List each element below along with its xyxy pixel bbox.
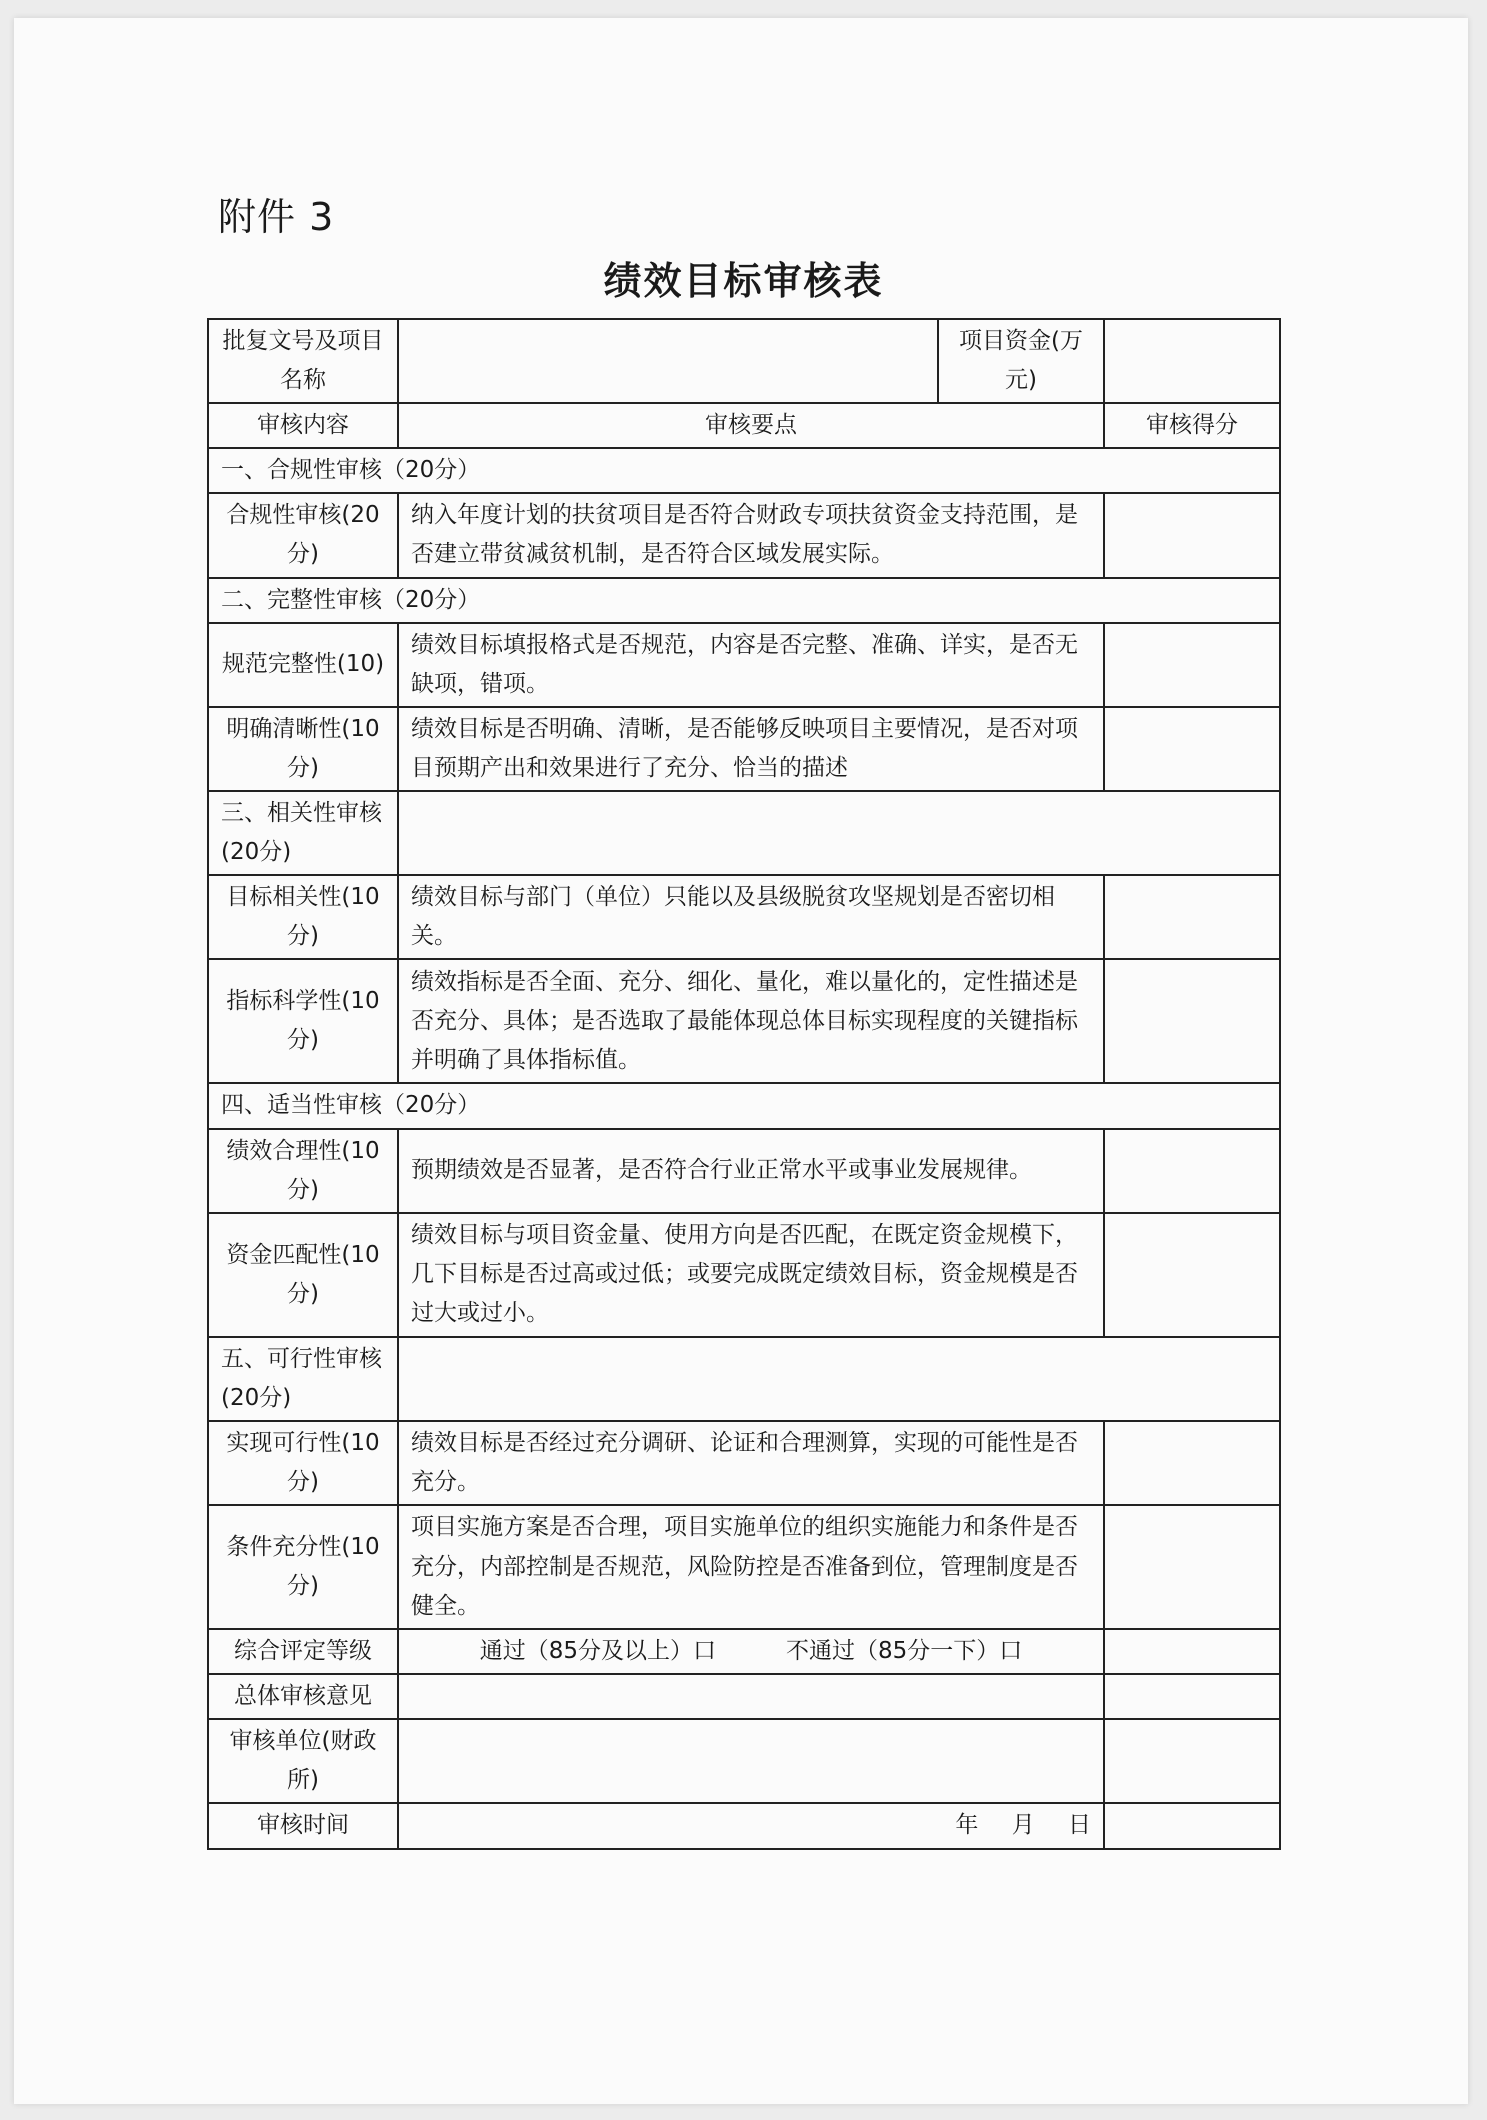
column-header-score: 审核得分 xyxy=(1104,403,1280,448)
item-name: 明确清晰性(10分) xyxy=(208,707,398,791)
time-extra-field[interactable] xyxy=(1104,1803,1280,1848)
score-field[interactable] xyxy=(1104,493,1280,577)
unit-field[interactable] xyxy=(398,1719,1104,1803)
section-title: 四、适当性审核（20分） xyxy=(208,1083,1280,1128)
audit-form-table xyxy=(207,318,1281,1850)
item-name: 指标科学性(10分) xyxy=(208,959,398,1083)
time-row xyxy=(208,1803,1280,1848)
fail-checkbox[interactable]: 不通过（85分一下）口 xyxy=(786,1638,1023,1665)
score-field[interactable] xyxy=(1104,1213,1280,1337)
table-row xyxy=(208,959,1280,1083)
section-empty-cell xyxy=(398,1337,1280,1421)
attachment-label: 附件 3 xyxy=(218,195,335,239)
opinion-extra-field[interactable] xyxy=(1104,1674,1280,1719)
unit-row xyxy=(208,1719,1280,1803)
column-header-points: 审核要点 xyxy=(398,403,1104,448)
score-field[interactable] xyxy=(1104,707,1280,791)
unit-label: 审核单位(财政所) xyxy=(208,1719,398,1803)
item-text: 绩效目标与项目资金量、使用方向是否匹配，在既定资金规模下，几下目标是否过高或过低；或要完成既定绩效目标，资金规模是否过大或过小。 xyxy=(398,1213,1104,1337)
score-field[interactable] xyxy=(1104,875,1280,959)
item-name: 目标相关性(10分) xyxy=(208,875,398,959)
rating-label: 综合评定等级 xyxy=(208,1629,398,1674)
unit-extra-field[interactable] xyxy=(1104,1719,1280,1803)
item-name: 绩效合理性(10分) xyxy=(208,1129,398,1213)
table-row xyxy=(208,875,1280,959)
item-name: 条件充分性(10分) xyxy=(208,1505,398,1629)
section-title: 三、相关性审核(20分) xyxy=(208,791,398,875)
day-label: 日 xyxy=(1068,1812,1091,1839)
score-field[interactable] xyxy=(1104,1421,1280,1505)
section-empty-cell xyxy=(398,791,1280,875)
approval-value-field[interactable] xyxy=(398,319,938,403)
item-text: 项目实施方案是否合理，项目实施单位的组织实施能力和条件是否充分，内部控制是否规范，风险防控是否准备到位，管理制度是否健全。 xyxy=(398,1505,1104,1629)
table-row xyxy=(208,707,1280,791)
rating-row xyxy=(208,1629,1280,1674)
item-name: 规范完整性(10) xyxy=(208,623,398,707)
table-row xyxy=(208,1129,1280,1213)
section-row xyxy=(208,1083,1280,1128)
item-name: 合规性审核(20分) xyxy=(208,493,398,577)
opinion-field[interactable] xyxy=(398,1674,1104,1719)
score-field[interactable] xyxy=(1104,1129,1280,1213)
rating-score-field[interactable] xyxy=(1104,1629,1280,1674)
opinion-label: 总体审核意见 xyxy=(208,1674,398,1719)
item-text: 绩效目标与部门（单位）只能以及县级脱贫攻坚规划是否密切相关。 xyxy=(398,875,1104,959)
section-title: 一、合规性审核（20分） xyxy=(208,448,1280,493)
table-row xyxy=(208,1505,1280,1629)
item-text: 绩效指标是否全面、充分、细化、量化，难以量化的，定性描述是否充分、具体；是否选取了最能体现总体目标实现程度的关键指标并明确了具体指标值。 xyxy=(398,959,1104,1083)
section-title: 二、完整性审核（20分） xyxy=(208,578,1280,623)
item-text: 绩效目标填报格式是否规范，内容是否完整、准确、详实，是否无缺项，错项。 xyxy=(398,623,1104,707)
table-row xyxy=(208,1213,1280,1337)
pass-checkbox[interactable]: 通过（85分及以上）口 xyxy=(479,1638,716,1665)
item-text: 纳入年度计划的扶贫项目是否符合财政专项扶贫资金支持范围，是否建立带贫减贫机制，是否符合区域发展实际。 xyxy=(398,493,1104,577)
year-label: 年 xyxy=(955,1812,979,1839)
item-text: 预期绩效是否显著，是否符合行业正常水平或事业发展规律。 xyxy=(398,1129,1104,1213)
item-text: 绩效目标是否明确、清晰，是否能够反映项目主要情况，是否对项目预期产出和效果进行了充分、恰当的描述 xyxy=(398,707,1104,791)
opinion-row xyxy=(208,1674,1280,1719)
score-field[interactable] xyxy=(1104,1505,1280,1629)
column-header-content: 审核内容 xyxy=(208,403,398,448)
table-row xyxy=(208,623,1280,707)
table-row xyxy=(208,1421,1280,1505)
date-field[interactable] xyxy=(398,1803,1104,1848)
section-row xyxy=(208,448,1280,493)
fund-label: 项目资金(万元) xyxy=(938,319,1104,403)
time-label: 审核时间 xyxy=(208,1803,398,1848)
approval-label: 批复文号及项目名称 xyxy=(208,319,398,403)
section-row xyxy=(208,1337,1280,1421)
score-field[interactable] xyxy=(1104,623,1280,707)
column-header-row xyxy=(208,403,1280,448)
table-row xyxy=(208,493,1280,577)
item-name: 资金匹配性(10分) xyxy=(208,1213,398,1337)
item-text: 绩效目标是否经过充分调研、论证和合理测算，实现的可能性是否充分。 xyxy=(398,1421,1104,1505)
month-label: 月 xyxy=(1011,1812,1035,1839)
section-row xyxy=(208,578,1280,623)
rating-options xyxy=(398,1629,1104,1674)
score-field[interactable] xyxy=(1104,959,1280,1083)
section-row xyxy=(208,791,1280,875)
section-title: 五、可行性审核(20分) xyxy=(208,1337,398,1421)
fund-value-field[interactable] xyxy=(1104,319,1280,403)
header-row xyxy=(208,319,1280,403)
item-name: 实现可行性(10分) xyxy=(208,1421,398,1505)
document-title: 绩效目标审核表 xyxy=(603,259,884,303)
